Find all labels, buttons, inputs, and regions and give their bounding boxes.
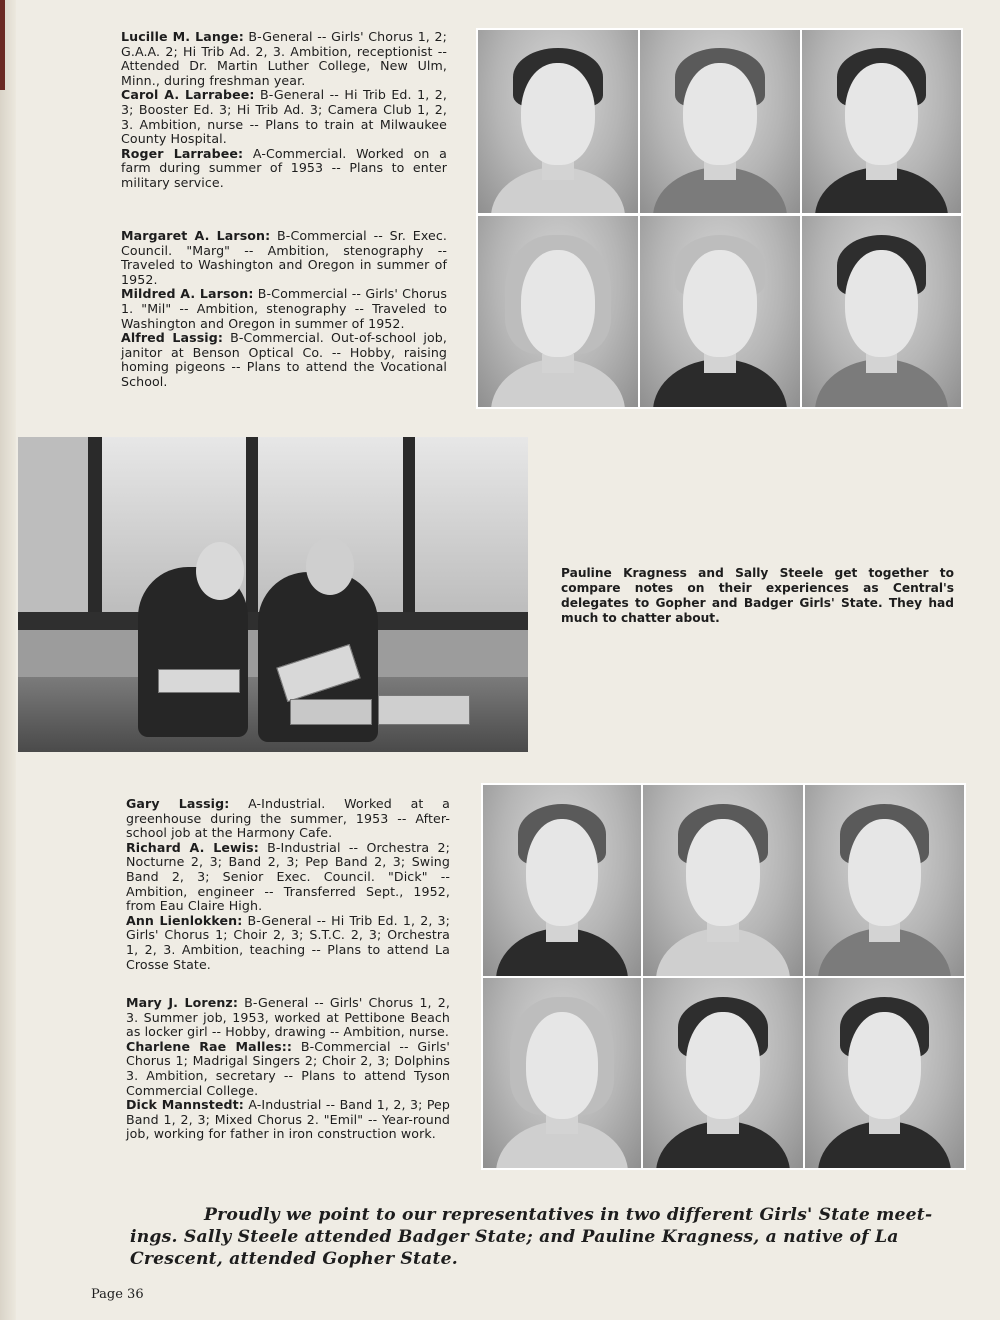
portrait-grid-top	[476, 28, 963, 409]
footer-line: Crescent, attended Gopher State.	[130, 1249, 458, 1269]
portrait-photo	[802, 216, 961, 407]
student-name: Carol A. Larrabee:	[121, 87, 255, 103]
portrait-photo	[643, 785, 803, 976]
student-name: Mildred A. Larson:	[121, 286, 254, 302]
student-head	[196, 542, 244, 600]
photo-caption: Pauline Kragness and Sally Steele get together to compare notes on their experiences as Central's delegates to Gopher and Badger Girls' State. They had much to chatter about.	[561, 566, 954, 625]
student-name: Dick Mannstedt:	[126, 1097, 244, 1113]
bio-text: B-General -- Hi Trib Ed. 1, 2, 3; Girls' Chorus 1; Choir 2, 3; S.T.C. 2, 3; Orchestra 1, 2, 3. Ambition, teaching -- Plans to attend La Crosse State.	[126, 912, 450, 972]
book	[290, 699, 372, 725]
footer-line: Proudly we point to our representatives in two different Girls' State meet-	[204, 1205, 933, 1225]
bio-text: A-Industrial. Worked at a greenhouse during the summer, 1953 -- After-school job at the Harmony Cafe.	[126, 796, 450, 841]
bio-text: B-General -- Girls' Chorus 1, 2; G.A.A. 2; Hi Trib Ad. 2, 3. Ambition, receptionist -- Attended Dr. Martin Luther College, New Ulm, Minn., during freshman year.	[121, 29, 447, 88]
bio-text: A-Industrial -- Band 1, 2, 3; Pep Band 1, 2, 3; Mixed Chorus 2. "Emil" -- Year-round job, working for father in iron construction work.	[126, 1097, 451, 1142]
footer-statement	[130, 1204, 960, 1270]
bio-entry	[126, 797, 450, 841]
bio-text: B-Industrial -- Orchestra 2; Nocturne 2, 3; Band 2, 3; Pep Band 2, 3; Swing Band 2, 3; Senior Exec. Council. "Dick" -- Ambition, engineer -- Transferred Sept., 1952, from Eau Claire High.	[126, 839, 450, 914]
candid-photo	[18, 437, 528, 752]
student-name: Mary J. Lorenz:	[126, 995, 238, 1010]
footer-line: ings. Sally Steele attended Badger State; and Pauline Kragness, a native of La	[130, 1227, 899, 1247]
portrait-grid-bottom	[481, 783, 966, 1170]
portrait-photo	[802, 30, 961, 213]
portrait-photo	[640, 216, 800, 407]
bio-entry	[121, 287, 447, 331]
student-name: Ann Lienlokken:	[126, 912, 243, 928]
bio-entry	[126, 841, 450, 914]
portrait-photo	[640, 30, 800, 213]
bio-text: B-General -- Hi Trib Ed. 1, 2, 3; Booster Ed. 3; Hi Trib Ad. 3; Camera Club 1, 2, 3. Ambition, nurse -- Plans to train at Milwaukee County Hospital.	[121, 87, 447, 147]
student-name: Margaret A. Larson:	[121, 228, 271, 243]
bio-block-4	[126, 996, 450, 1142]
bio-text: B-Commercial -- Sr. Exec. Council. "Marg" -- Ambition, stenography -- Traveled to Washington and Oregon in summer of 1952.	[121, 228, 447, 287]
book	[378, 695, 470, 725]
bio-text: B-General -- Girls' Chorus 1, 2, 3. Summer job, 1953, worked at Pettibone Beach as locker girl -- Hobby, drawing -- Ambition, nurse.	[126, 995, 451, 1040]
bio-entry	[121, 88, 447, 146]
bio-block-1	[121, 30, 447, 191]
student-name: Charlene Rae Malles::	[126, 1038, 293, 1054]
student-name: Gary Lassig:	[126, 796, 230, 811]
portrait-photo	[478, 216, 638, 407]
bio-text: A-Commercial. Worked on a farm during summer of 1953 -- Plans to enter military service.	[121, 145, 447, 190]
bio-text: B-Commercial -- Girls' Chorus 1. "Mil" -- Ambition, stenography -- Traveled to Washington and Oregon in summer of 1952.	[121, 286, 447, 331]
bio-entry	[126, 996, 450, 1040]
page-binding-edge	[0, 0, 16, 1320]
bio-block-2	[121, 229, 447, 390]
student-name: Lucille M. Lange:	[121, 29, 244, 44]
bio-entry	[126, 1098, 450, 1142]
binding-mark	[0, 0, 5, 90]
portrait-photo	[478, 30, 638, 213]
portrait-photo	[483, 978, 641, 1168]
portrait-photo	[805, 785, 964, 976]
bio-entry	[126, 914, 450, 972]
book	[158, 669, 240, 693]
bio-entry	[121, 147, 447, 191]
student-name: Roger Larrabee:	[121, 145, 244, 161]
student-name: Richard A. Lewis:	[126, 839, 259, 855]
bio-text: B-Commercial -- Girls' Chorus 1; Madrigal Singers 2; Choir 2, 3; Dolphins 3. Ambition, secretary -- Plans to attend Tyson Commercial College.	[126, 1038, 450, 1098]
bio-block-3	[126, 797, 450, 972]
portrait-photo	[805, 978, 964, 1168]
bio-text: B-Commercial. Out-of-school job, janitor at Benson Optical Co. -- Hobby, raising homing pigeons -- Plans to attend the Vocational School.	[121, 330, 447, 389]
bio-entry	[121, 229, 447, 287]
bio-entry	[121, 30, 447, 88]
bio-entry	[126, 1040, 450, 1098]
student-head	[306, 537, 354, 595]
portrait-photo	[643, 978, 803, 1168]
page-number: Page 36	[91, 1287, 144, 1302]
bio-entry	[121, 331, 447, 389]
student-name: Alfred Lassig:	[121, 330, 223, 346]
portrait-photo	[483, 785, 641, 976]
